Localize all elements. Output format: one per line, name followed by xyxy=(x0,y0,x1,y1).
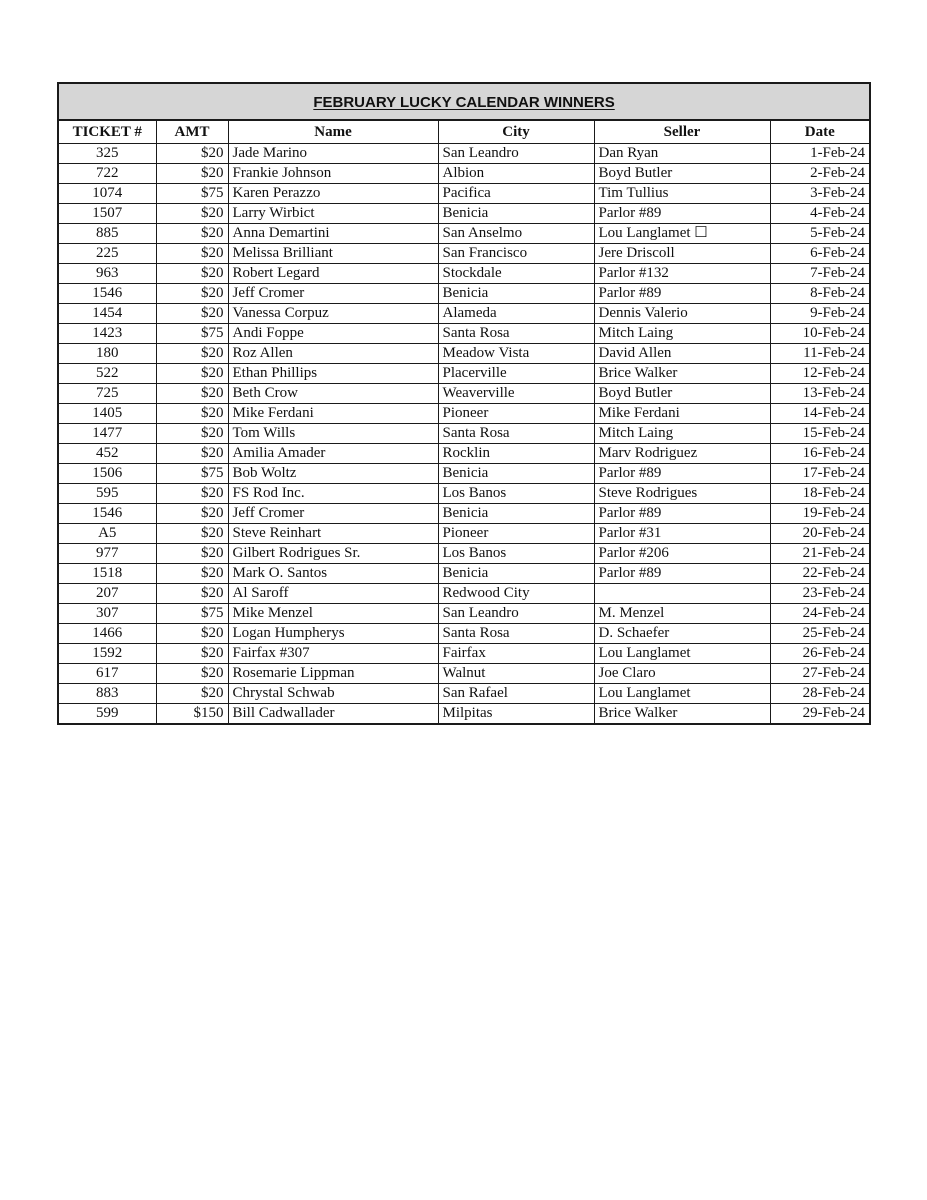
amount-cell: $20 xyxy=(156,564,228,584)
city-cell: Pioneer xyxy=(438,404,594,424)
amount-cell: $20 xyxy=(156,164,228,184)
city-cell: Benicia xyxy=(438,284,594,304)
city-cell: Los Banos xyxy=(438,484,594,504)
winners-table xyxy=(57,82,871,725)
seller-cell: Dan Ryan xyxy=(594,144,770,164)
amount-cell: $20 xyxy=(156,264,228,284)
table-row xyxy=(58,584,870,604)
seller-cell xyxy=(594,584,770,604)
seller-cell: Joe Claro xyxy=(594,664,770,684)
name-cell: Rosemarie Lippman xyxy=(228,664,438,684)
ticket-cell: 1546 xyxy=(58,284,156,304)
city-cell: Stockdale xyxy=(438,264,594,284)
date-cell: 21-Feb-24 xyxy=(770,544,870,564)
name-cell: Bob Woltz xyxy=(228,464,438,484)
date-cell: 11-Feb-24 xyxy=(770,344,870,364)
name-cell: Andi Foppe xyxy=(228,324,438,344)
table-row xyxy=(58,684,870,704)
city-cell: Rocklin xyxy=(438,444,594,464)
table-row xyxy=(58,464,870,484)
name-cell: Al Saroff xyxy=(228,584,438,604)
date-cell: 22-Feb-24 xyxy=(770,564,870,584)
name-cell: Larry Wirbict xyxy=(228,204,438,224)
name-cell: Jeff Cromer xyxy=(228,504,438,524)
table-row xyxy=(58,344,870,364)
date-cell: 25-Feb-24 xyxy=(770,624,870,644)
amount-cell: $20 xyxy=(156,344,228,364)
date-cell: 26-Feb-24 xyxy=(770,644,870,664)
table-row xyxy=(58,444,870,464)
column-header-ticket: TICKET # xyxy=(58,120,156,144)
date-cell: 16-Feb-24 xyxy=(770,444,870,464)
date-cell: 10-Feb-24 xyxy=(770,324,870,344)
amount-cell: $20 xyxy=(156,384,228,404)
city-cell: Placerville xyxy=(438,364,594,384)
name-cell: Beth Crow xyxy=(228,384,438,404)
title-row xyxy=(58,83,870,120)
amount-cell: $20 xyxy=(156,664,228,684)
table-title-cell xyxy=(58,83,870,120)
amount-cell: $20 xyxy=(156,244,228,264)
date-cell: 13-Feb-24 xyxy=(770,384,870,404)
date-cell: 9-Feb-24 xyxy=(770,304,870,324)
amount-cell: $20 xyxy=(156,484,228,504)
amount-cell: $20 xyxy=(156,444,228,464)
ticket-cell: 963 xyxy=(58,264,156,284)
column-header-city: City xyxy=(438,120,594,144)
column-header-seller: Seller xyxy=(594,120,770,144)
name-cell: Jeff Cromer xyxy=(228,284,438,304)
name-cell: Ethan Phillips xyxy=(228,364,438,384)
seller-cell: Parlor #89 xyxy=(594,464,770,484)
ticket-cell: 1454 xyxy=(58,304,156,324)
table-row xyxy=(58,224,870,244)
amount-cell: $20 xyxy=(156,284,228,304)
date-cell: 6-Feb-24 xyxy=(770,244,870,264)
seller-cell: Parlor #89 xyxy=(594,284,770,304)
name-cell: Frankie Johnson xyxy=(228,164,438,184)
name-cell: Mike Menzel xyxy=(228,604,438,624)
column-header-date: Date xyxy=(770,120,870,144)
name-cell: Gilbert Rodrigues Sr. xyxy=(228,544,438,564)
name-cell: Fairfax #307 xyxy=(228,644,438,664)
ticket-cell: 1507 xyxy=(58,204,156,224)
ticket-cell: 977 xyxy=(58,544,156,564)
amount-cell: $20 xyxy=(156,364,228,384)
name-cell: Steve Reinhart xyxy=(228,524,438,544)
ticket-cell: 1506 xyxy=(58,464,156,484)
seller-cell: Parlor #89 xyxy=(594,564,770,584)
ticket-cell: 725 xyxy=(58,384,156,404)
seller-cell: Mitch Laing xyxy=(594,324,770,344)
seller-cell: Jere Driscoll xyxy=(594,244,770,264)
city-cell: Los Banos xyxy=(438,544,594,564)
ticket-cell: 1405 xyxy=(58,404,156,424)
seller-cell: Parlor #89 xyxy=(594,204,770,224)
table-row xyxy=(58,304,870,324)
table-row xyxy=(58,604,870,624)
city-cell: Santa Rosa xyxy=(438,624,594,644)
seller-cell: David Allen xyxy=(594,344,770,364)
name-cell: Logan Humpherys xyxy=(228,624,438,644)
ticket-cell: 885 xyxy=(58,224,156,244)
table-row xyxy=(58,384,870,404)
date-cell: 5-Feb-24 xyxy=(770,224,870,244)
amount-cell: $20 xyxy=(156,524,228,544)
table-row xyxy=(58,184,870,204)
city-cell: Santa Rosa xyxy=(438,424,594,444)
city-cell: Weaverville xyxy=(438,384,594,404)
ticket-cell: 1423 xyxy=(58,324,156,344)
table-row xyxy=(58,284,870,304)
ticket-cell: 1466 xyxy=(58,624,156,644)
ticket-cell: 180 xyxy=(58,344,156,364)
amount-cell: $20 xyxy=(156,224,228,244)
amount-cell: $75 xyxy=(156,604,228,624)
name-cell: Chrystal Schwab xyxy=(228,684,438,704)
city-cell: San Rafael xyxy=(438,684,594,704)
seller-cell: Lou Langlamet xyxy=(594,684,770,704)
amount-cell: $75 xyxy=(156,184,228,204)
date-cell: 15-Feb-24 xyxy=(770,424,870,444)
seller-cell: Boyd Butler xyxy=(594,164,770,184)
table-row xyxy=(58,324,870,344)
name-cell: Mark O. Santos xyxy=(228,564,438,584)
amount-cell: $20 xyxy=(156,624,228,644)
ticket-cell: 522 xyxy=(58,364,156,384)
date-cell: 12-Feb-24 xyxy=(770,364,870,384)
city-cell: Alameda xyxy=(438,304,594,324)
table-row xyxy=(58,264,870,284)
city-cell: San Anselmo xyxy=(438,224,594,244)
name-cell: Mike Ferdani xyxy=(228,404,438,424)
seller-cell: M. Menzel xyxy=(594,604,770,624)
table-row xyxy=(58,504,870,524)
date-cell: 7-Feb-24 xyxy=(770,264,870,284)
seller-cell: Parlor #89 xyxy=(594,504,770,524)
amount-cell: $75 xyxy=(156,324,228,344)
date-cell: 18-Feb-24 xyxy=(770,484,870,504)
table-row xyxy=(58,244,870,264)
seller-cell: Tim Tullius xyxy=(594,184,770,204)
amount-cell: $20 xyxy=(156,204,228,224)
table-row xyxy=(58,664,870,684)
seller-cell: Marv Rodriguez xyxy=(594,444,770,464)
date-cell: 28-Feb-24 xyxy=(770,684,870,704)
date-cell: 4-Feb-24 xyxy=(770,204,870,224)
city-cell: Meadow Vista xyxy=(438,344,594,364)
table-row xyxy=(58,484,870,504)
amount-cell: $20 xyxy=(156,504,228,524)
name-cell: Bill Cadwallader xyxy=(228,704,438,725)
table-row xyxy=(58,564,870,584)
table-row xyxy=(58,424,870,444)
name-cell: Anna Demartini xyxy=(228,224,438,244)
name-cell: Robert Legard xyxy=(228,264,438,284)
city-cell: San Leandro xyxy=(438,604,594,624)
seller-cell: Brice Walker xyxy=(594,704,770,725)
seller-cell: Dennis Valerio xyxy=(594,304,770,324)
date-cell: 3-Feb-24 xyxy=(770,184,870,204)
city-cell: Benicia xyxy=(438,504,594,524)
header-row xyxy=(58,120,870,144)
ticket-cell: 617 xyxy=(58,664,156,684)
seller-cell: D. Schaefer xyxy=(594,624,770,644)
city-cell: Walnut xyxy=(438,664,594,684)
name-cell: Roz Allen xyxy=(228,344,438,364)
column-header-name: Name xyxy=(228,120,438,144)
amount-cell: $20 xyxy=(156,684,228,704)
date-cell: 14-Feb-24 xyxy=(770,404,870,424)
amount-cell: $75 xyxy=(156,464,228,484)
ticket-cell: 1592 xyxy=(58,644,156,664)
name-cell: Amilia Amader xyxy=(228,444,438,464)
date-cell: 24-Feb-24 xyxy=(770,604,870,624)
ticket-cell: 307 xyxy=(58,604,156,624)
name-cell: Tom Wills xyxy=(228,424,438,444)
ticket-cell: 207 xyxy=(58,584,156,604)
date-cell: 17-Feb-24 xyxy=(770,464,870,484)
city-cell: Benicia xyxy=(438,204,594,224)
name-cell: Vanessa Corpuz xyxy=(228,304,438,324)
ticket-cell: 599 xyxy=(58,704,156,725)
date-cell: 1-Feb-24 xyxy=(770,144,870,164)
table-row xyxy=(58,204,870,224)
amount-cell: $20 xyxy=(156,144,228,164)
ticket-cell: 1074 xyxy=(58,184,156,204)
table-row xyxy=(58,644,870,664)
name-cell: Karen Perazzo xyxy=(228,184,438,204)
table-body xyxy=(58,144,870,725)
seller-cell: Steve Rodrigues xyxy=(594,484,770,504)
ticket-cell: 225 xyxy=(58,244,156,264)
ticket-cell: 1477 xyxy=(58,424,156,444)
ticket-cell: 325 xyxy=(58,144,156,164)
city-cell: Santa Rosa xyxy=(438,324,594,344)
city-cell: San Francisco xyxy=(438,244,594,264)
seller-cell: Boyd Butler xyxy=(594,384,770,404)
ticket-cell: 722 xyxy=(58,164,156,184)
name-cell: FS Rod Inc. xyxy=(228,484,438,504)
amount-cell: $20 xyxy=(156,644,228,664)
table-title: FEBRUARY LUCKY CALENDAR WINNERS xyxy=(313,94,615,111)
ticket-cell: 452 xyxy=(58,444,156,464)
table-row xyxy=(58,624,870,644)
ticket-cell: A5 xyxy=(58,524,156,544)
date-cell: 23-Feb-24 xyxy=(770,584,870,604)
table-row xyxy=(58,544,870,564)
seller-cell: Parlor #132 xyxy=(594,264,770,284)
ticket-cell: 595 xyxy=(58,484,156,504)
ticket-cell: 1546 xyxy=(58,504,156,524)
date-cell: 8-Feb-24 xyxy=(770,284,870,304)
table-row xyxy=(58,144,870,164)
amount-cell: $20 xyxy=(156,404,228,424)
date-cell: 2-Feb-24 xyxy=(770,164,870,184)
seller-cell: Lou Langlamet ☐ xyxy=(594,224,770,244)
city-cell: San Leandro xyxy=(438,144,594,164)
amount-cell: $150 xyxy=(156,704,228,725)
amount-cell: $20 xyxy=(156,544,228,564)
city-cell: Albion xyxy=(438,164,594,184)
city-cell: Pacifica xyxy=(438,184,594,204)
city-cell: Fairfax xyxy=(438,644,594,664)
name-cell: Melissa Brilliant xyxy=(228,244,438,264)
seller-cell: Parlor #31 xyxy=(594,524,770,544)
table-row xyxy=(58,704,870,725)
amount-cell: $20 xyxy=(156,424,228,444)
table-row xyxy=(58,404,870,424)
seller-cell: Parlor #206 xyxy=(594,544,770,564)
date-cell: 27-Feb-24 xyxy=(770,664,870,684)
amount-cell: $20 xyxy=(156,584,228,604)
seller-cell: Brice Walker xyxy=(594,364,770,384)
seller-cell: Mitch Laing xyxy=(594,424,770,444)
city-cell: Milpitas xyxy=(438,704,594,725)
city-cell: Benicia xyxy=(438,464,594,484)
name-cell: Jade Marino xyxy=(228,144,438,164)
ticket-cell: 883 xyxy=(58,684,156,704)
seller-cell: Mike Ferdani xyxy=(594,404,770,424)
ticket-cell: 1518 xyxy=(58,564,156,584)
city-cell: Benicia xyxy=(438,564,594,584)
date-cell: 29-Feb-24 xyxy=(770,704,870,725)
amount-cell: $20 xyxy=(156,304,228,324)
table-row xyxy=(58,524,870,544)
table-row xyxy=(58,164,870,184)
date-cell: 19-Feb-24 xyxy=(770,504,870,524)
date-cell: 20-Feb-24 xyxy=(770,524,870,544)
table-row xyxy=(58,364,870,384)
city-cell: Redwood City xyxy=(438,584,594,604)
seller-cell: Lou Langlamet xyxy=(594,644,770,664)
city-cell: Pioneer xyxy=(438,524,594,544)
column-header-amt: AMT xyxy=(156,120,228,144)
